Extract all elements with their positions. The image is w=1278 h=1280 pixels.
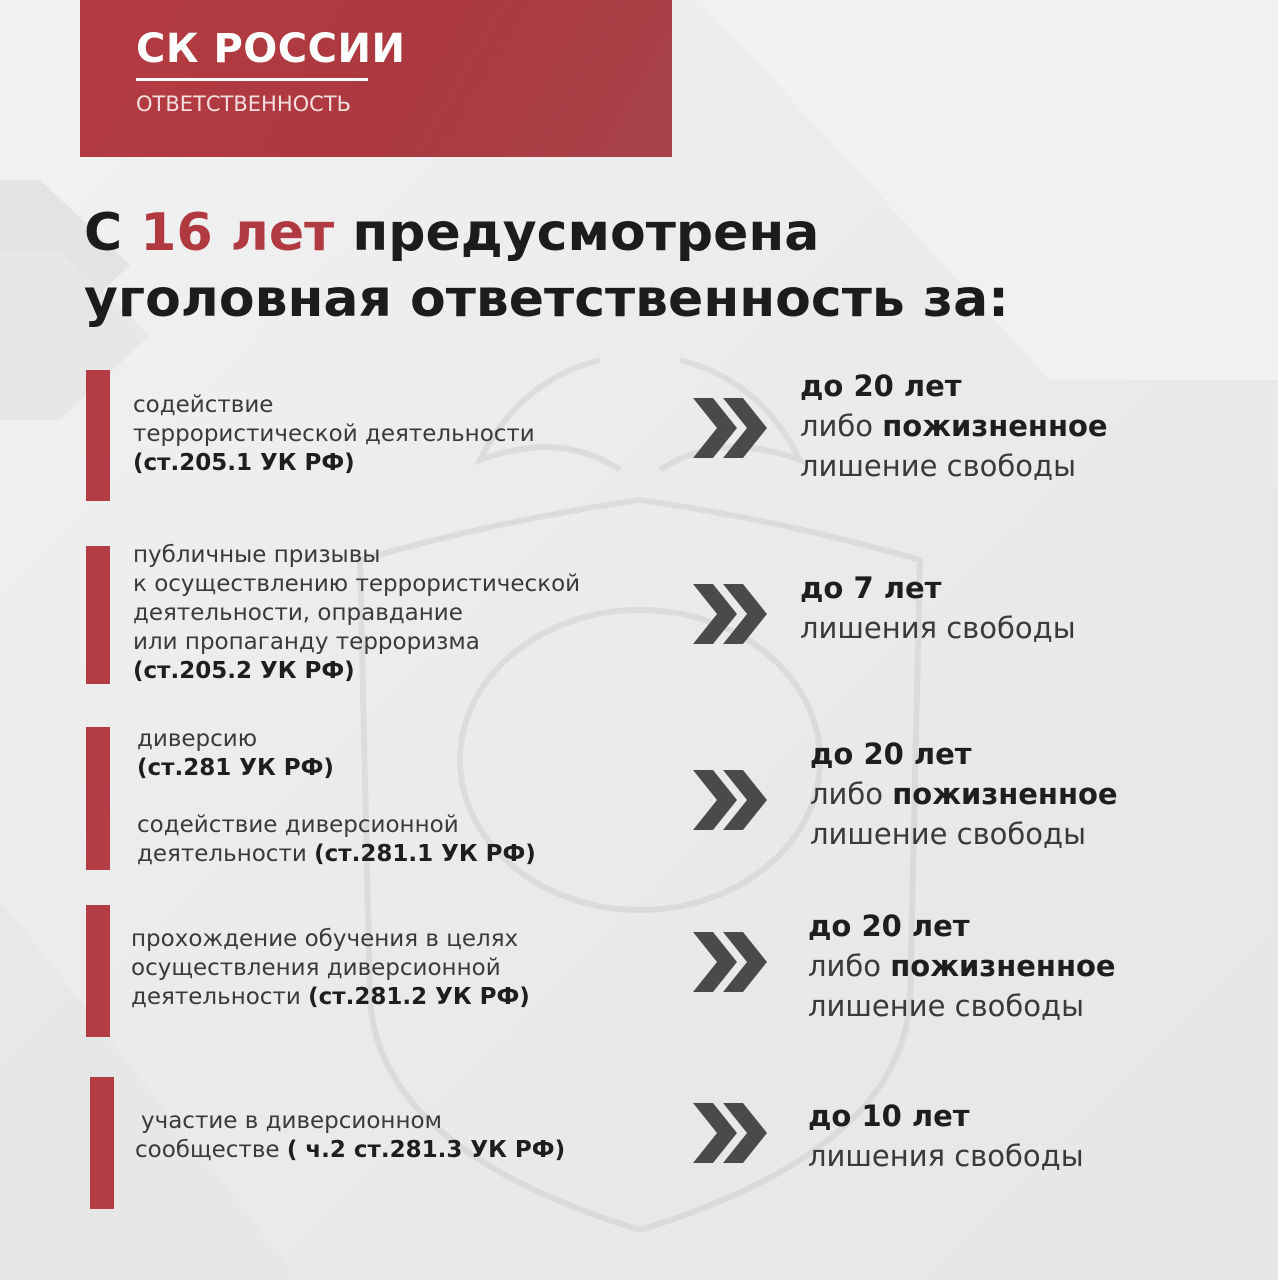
penalty-bold: пожизненное (890, 949, 1116, 983)
penalty-term: до 20 лет (810, 737, 972, 771)
article-reference: (ст.281 УК РФ) (137, 755, 334, 781)
headline-highlight: 16 лет (140, 203, 335, 263)
headline-prefix: С (84, 203, 141, 263)
chevron-right-icon (693, 398, 771, 458)
penalty-term: до 20 лет (808, 909, 970, 943)
item-accent-bar (86, 727, 110, 870)
article-description (133, 391, 535, 478)
penalty-last: лишение свободы (808, 989, 1084, 1023)
description-prefix: сообществе (135, 1137, 287, 1163)
penalty-term: до 7 лет (800, 571, 942, 605)
article-description (133, 541, 580, 686)
article-reference: ( ч.2 ст.281.3 УК РФ) (286, 1137, 566, 1163)
penalty-last: лишение свободы (800, 449, 1076, 483)
penalty-last: лишения свободы (808, 1139, 1084, 1173)
item-accent-bar (86, 546, 110, 684)
penalty (810, 734, 1118, 854)
description-line: деятельности, оправдание (133, 600, 463, 626)
penalty-prefix: либо (800, 409, 883, 443)
header-banner (80, 0, 672, 157)
description-line: публичные призывы (133, 542, 381, 568)
description-line: или пропаганду терроризма (133, 629, 480, 655)
description-line: участие в диверсионном (141, 1108, 442, 1134)
headline (84, 200, 1009, 332)
description-line: террористической деятельности (133, 421, 535, 447)
headline-rest: предусмотрена (334, 203, 820, 263)
article-reference: (ст.205.1 УК РФ) (133, 450, 355, 476)
item-accent-bar (90, 1077, 114, 1209)
penalty-last: лишение свободы (810, 817, 1086, 851)
article-description (137, 725, 536, 869)
chevron-right-icon (693, 584, 771, 644)
penalty-last: лишения свободы (800, 611, 1076, 645)
description-line: содействие (133, 392, 274, 418)
penalty-term: до 20 лет (800, 369, 962, 403)
item-accent-bar (86, 370, 110, 501)
description-line: осуществления диверсионной (131, 955, 501, 981)
penalty-prefix: либо (808, 949, 891, 983)
description-line: диверсию (137, 726, 258, 752)
description-line: содействие диверсионной (137, 812, 459, 838)
article-description (135, 1107, 565, 1165)
penalty-bold: пожизненное (882, 409, 1108, 443)
penalty (800, 568, 1076, 648)
chevron-right-icon (693, 1103, 771, 1163)
penalty-bold: пожизненное (892, 777, 1118, 811)
brand-subtitle: ОТВЕТСТВЕННОСТЬ (136, 92, 352, 116)
article-description (131, 925, 530, 1012)
description-line: к осуществлению террористической (133, 571, 581, 597)
description-prefix: деятельности (131, 984, 309, 1010)
penalty (808, 906, 1116, 1026)
chevron-right-icon (693, 932, 771, 992)
chevron-right-icon (693, 770, 771, 830)
brand-title: СК РОССИИ (136, 26, 406, 72)
penalty (808, 1096, 1084, 1176)
article-reference: (ст.281.1 УК РФ) (314, 841, 536, 867)
penalty-prefix: либо (810, 777, 893, 811)
description-prefix: деятельности (137, 841, 315, 867)
article-reference: (ст.205.2 УК РФ) (133, 658, 355, 684)
headline-line2: уголовная ответственность за: (84, 269, 1009, 329)
penalty (800, 366, 1108, 486)
brand-divider (136, 78, 368, 81)
item-accent-bar (86, 905, 110, 1037)
penalty-term: до 10 лет (808, 1099, 970, 1133)
article-reference: (ст.281.2 УК РФ) (308, 984, 530, 1010)
description-line: прохождение обучения в целях (131, 926, 519, 952)
